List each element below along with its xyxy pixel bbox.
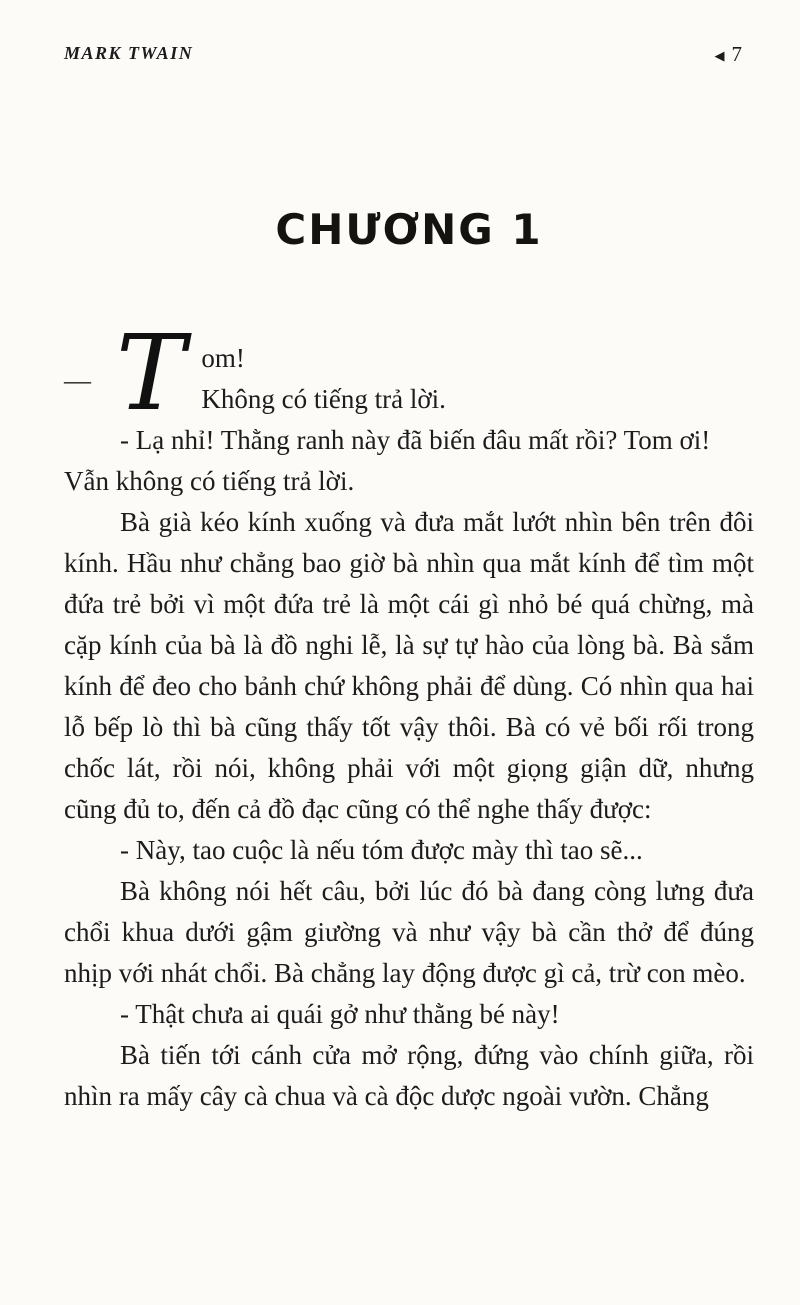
paragraph: Vẫn không có tiếng trả lời. — [64, 466, 355, 496]
opening-lines — [201, 338, 754, 420]
dialogue-paragraph: - Thật chưa ai quái gở như thằng bé này! — [120, 999, 560, 1029]
header-author: MARK TWAIN — [64, 43, 194, 63]
dialogue-paragraph: - Lạ nhỉ! Thằng ranh này đã biến đâu mất rồi? Tom ơi! — [120, 425, 711, 455]
page-number: 7 — [731, 42, 742, 66]
drop-cap-letter: T — [116, 312, 186, 434]
chapter-title: CHƯƠNG 1 — [275, 205, 543, 254]
dialogue-dash: — — [64, 365, 91, 395]
running-header — [64, 42, 754, 67]
dialogue-paragraph: - Này, tao cuộc là nếu tóm được mày thì tao sẽ... — [120, 835, 643, 865]
opening-line-2: Không có tiếng trả lời. — [201, 384, 446, 414]
page-marker-triangle-icon: ◀ — [714, 48, 725, 63]
paragraph: Bà không nói hết câu, bởi lúc đó bà đang còng lưng đưa chổi khua dưới gậm giường và như vậy bà cần thở để đúng nhịp với nhát chổi. Bà chẳng lay động được gì cả, trừ con mèo. — [64, 876, 754, 988]
page-number-group — [715, 42, 755, 67]
opening-line-1: om! — [201, 343, 245, 373]
opening-paragraph — [64, 312, 754, 434]
body-text — [64, 312, 754, 1117]
paragraph: Bà tiến tới cánh cửa mở rộng, đứng vào chính giữa, rồi nhìn ra mấy cây cà chua và cà độc dược ngoài vườn. Chẳng — [64, 1040, 754, 1111]
paragraph: Bà già kéo kính xuống và đưa mắt lướt nhìn bên trên đôi kính. Hầu như chẳng bao giờ bà nhìn qua mắt kính để tìm một đứa trẻ bởi vì một đứa trẻ là một cái gì nhỏ bé quá chừng, mà cặp kính của bà là đồ nghi lễ, là sự tự hào của lòng bà. Bà sắm kính để đeo cho bảnh chứ không phải để dùng. Có nhìn qua hai lỗ bếp lò thì bà cũng thấy tốt vậy thôi. Bà có vẻ bối rối trong chốc lát, rồi nói, không phải với một giọng giận dữ, nhưng cũng đủ to, đến cả đồ đạc cũng có thể nghe thấy được: — [64, 507, 754, 824]
